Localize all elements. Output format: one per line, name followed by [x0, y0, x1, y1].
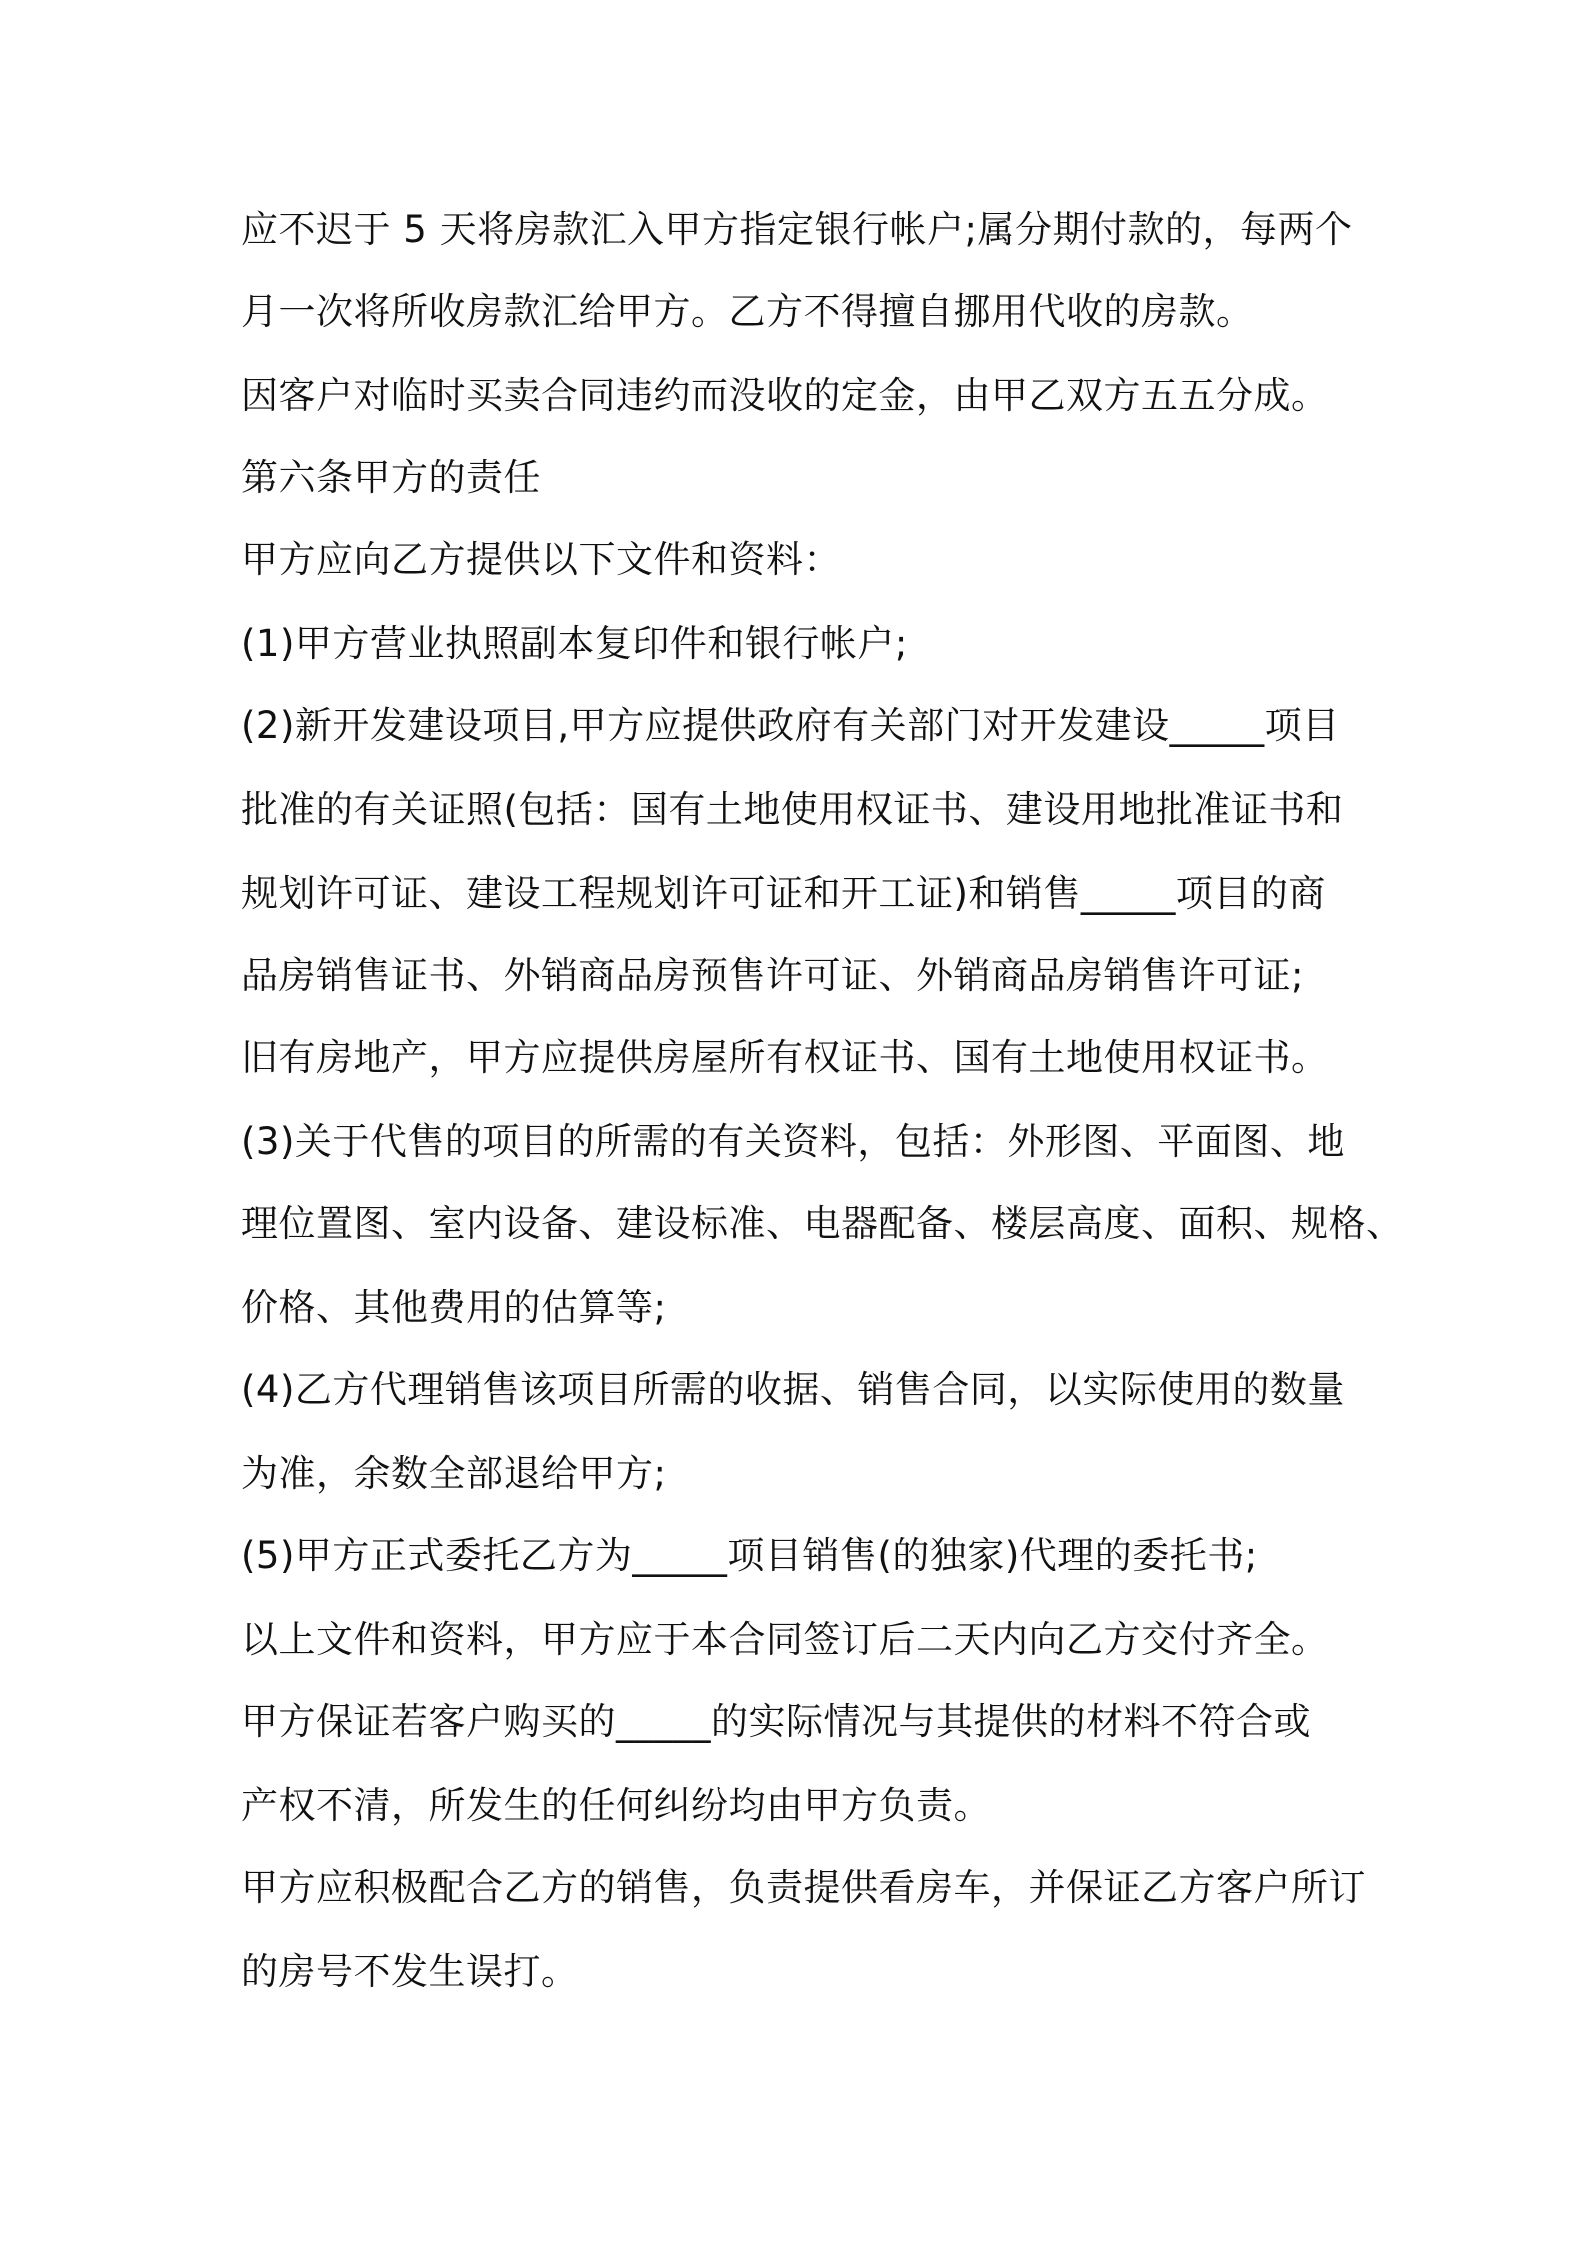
paragraph-line: 批准的有关证照(包括：国有土地使用权证书、建设用地批准证书和: [241, 788, 1344, 831]
paragraph-line: 因客户对临时买卖合同违约而没收的定金，由甲乙双方五五分成。: [241, 374, 1329, 417]
paragraph-line: 甲方应向乙方提供以下文件和资料：: [241, 538, 841, 581]
paragraph-line: 甲方应积极配合乙方的销售，负责提供看房车，并保证乙方客户所订: [241, 1866, 1366, 1909]
list-item-line: (4)乙方代理销售该项目所需的收据、销售合同，以实际使用的数量: [241, 1368, 1345, 1411]
paragraph-line: 月一次将所收房款汇给甲方。乙方不得擅自挪用代收的房款。: [241, 290, 1254, 333]
paragraph-line: 价格、其他费用的估算等;: [241, 1286, 667, 1329]
paragraph-line: 产权不清，所发生的任何纠纷均由甲方负责。: [241, 1784, 991, 1827]
paragraph-line: 以上文件和资料，甲方应于本合同签订后二天内向乙方交付齐全。: [241, 1618, 1329, 1661]
list-item-line: (3)关于代售的项目的所需的有关资料，包括：外形图、平面图、地: [241, 1120, 1345, 1163]
list-item-line: (5)甲方正式委托乙方为_____项目销售(的独家)代理的委托书;: [241, 1534, 1258, 1577]
paragraph-line: 理位置图、室内设备、建设标准、电器配备、楼层高度、面积、规格、: [241, 1202, 1404, 1245]
paragraph-line: 的房号不发生误打。: [241, 1950, 579, 1993]
paragraph-line: 为准，余数全部退给甲方;: [241, 1452, 667, 1495]
section-heading: 第六条甲方的责任: [241, 456, 541, 499]
paragraph-line: 旧有房地产，甲方应提供房屋所有权证书、国有土地使用权证书。: [241, 1036, 1329, 1079]
list-item-line: (1)甲方营业执照副本复印件和银行帐户;: [241, 622, 908, 665]
list-item-line: (2)新开发建设项目,甲方应提供政府有关部门对开发建设_____项目: [241, 704, 1340, 747]
paragraph-line: 甲方保证若客户购买的_____的实际情况与其提供的材料不符合或: [241, 1700, 1311, 1743]
paragraph-line: 规划许可证、建设工程规划许可证和开工证)和销售_____项目的商: [241, 872, 1326, 915]
paragraph-line: 品房销售证书、外销商品房预售许可证、外销商品房销售许可证;: [241, 954, 1304, 997]
paragraph-line: 应不迟于 5 天将房款汇入甲方指定银行帐户;属分期付款的，每两个: [241, 208, 1353, 251]
